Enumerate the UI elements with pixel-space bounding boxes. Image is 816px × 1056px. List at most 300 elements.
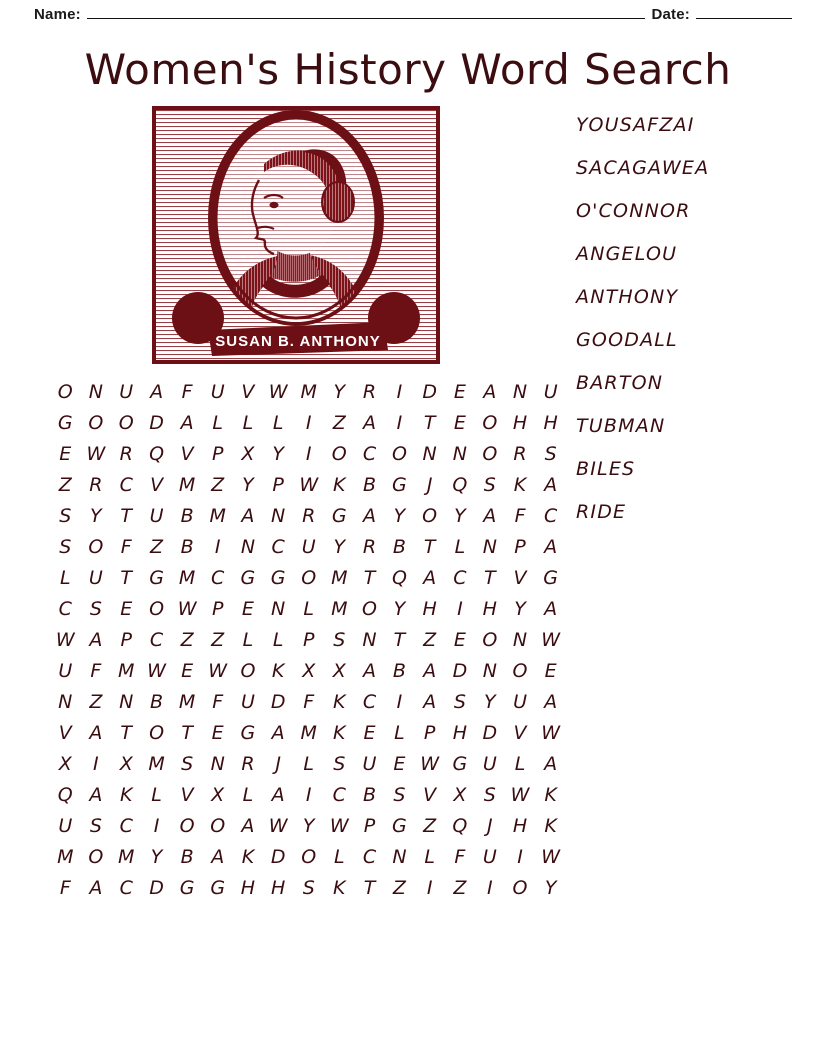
grid-cell[interactable]: A	[423, 690, 437, 713]
grid-cell[interactable]: S	[302, 876, 315, 899]
word-search-grid[interactable]	[50, 376, 566, 903]
grid-cell[interactable]: I	[426, 876, 433, 899]
grid-cell[interactable]: K	[271, 659, 285, 682]
grid-cell[interactable]: V	[513, 721, 527, 744]
grid-cell[interactable]: I	[305, 783, 312, 806]
grid-cell[interactable]: I	[517, 845, 523, 868]
grid-cell[interactable]: X	[453, 783, 467, 806]
grid-cell[interactable]: D	[149, 411, 164, 434]
grid-cell[interactable]: U	[543, 380, 558, 403]
grid-cell[interactable]: U	[119, 380, 134, 403]
grid-cell[interactable]: N	[482, 659, 497, 682]
grid-cell[interactable]: L	[454, 535, 466, 558]
grid-cell[interactable]: L	[59, 566, 71, 589]
grid-cell[interactable]: Y	[483, 690, 496, 713]
grid-cell[interactable]: P	[514, 535, 526, 558]
grid-cell[interactable]: B	[180, 504, 194, 527]
grid-cell[interactable]: T	[423, 411, 436, 434]
grid-cell[interactable]: D	[452, 659, 468, 682]
grid-cell[interactable]: B	[392, 659, 406, 682]
grid-cell[interactable]: F	[454, 845, 466, 868]
grid-cell[interactable]: Q	[391, 566, 407, 589]
grid-cell[interactable]: O	[422, 504, 438, 527]
grid-cell[interactable]: Y	[393, 597, 406, 620]
grid-cell[interactable]: E	[241, 597, 254, 620]
word-list-item[interactable]: YOUSAFZAI	[576, 114, 695, 136]
grid-cell[interactable]: E	[120, 597, 133, 620]
grid-cell[interactable]: D	[149, 876, 164, 899]
grid-cell[interactable]: X	[58, 752, 72, 775]
grid-cell[interactable]: H	[271, 876, 286, 899]
grid-cell[interactable]: N	[210, 752, 225, 775]
grid-cell[interactable]: T	[363, 876, 376, 899]
grid-cell[interactable]: L	[272, 411, 284, 434]
table-row[interactable]	[50, 841, 566, 872]
grid-cell[interactable]: A	[483, 504, 497, 527]
table-row[interactable]	[50, 779, 566, 810]
grid-cell[interactable]: O	[149, 597, 165, 620]
word-list-item[interactable]: BILES	[576, 458, 636, 480]
grid-cell[interactable]: D	[422, 380, 437, 403]
grid-cell[interactable]: Z	[423, 628, 437, 651]
grid-cell[interactable]: A	[363, 411, 377, 434]
grid-cell[interactable]: Y	[544, 876, 557, 899]
grid-cell[interactable]: T	[423, 535, 436, 558]
grid-cell[interactable]: K	[333, 876, 346, 899]
grid-cell[interactable]: E	[59, 442, 72, 465]
grid-cell[interactable]: P	[423, 721, 436, 744]
grid-cell[interactable]: M	[331, 566, 348, 589]
grid-cell[interactable]: A	[544, 752, 558, 775]
grid-cell[interactable]: Y	[333, 535, 346, 558]
grid-cell[interactable]: L	[242, 783, 254, 806]
table-row[interactable]	[50, 407, 566, 438]
grid-cell[interactable]: N	[392, 845, 407, 868]
grid-cell[interactable]: D	[270, 690, 286, 713]
grid-cell[interactable]: V	[180, 783, 194, 806]
grid-cell[interactable]: W	[268, 380, 288, 403]
grid-cell[interactable]: G	[210, 876, 226, 899]
grid-cell[interactable]: N	[58, 690, 73, 713]
grid-cell[interactable]: Q	[452, 473, 468, 496]
grid-cell[interactable]: S	[483, 473, 496, 496]
grid-cell[interactable]: O	[301, 566, 317, 589]
grid-cell[interactable]: O	[512, 659, 528, 682]
table-row[interactable]	[50, 438, 566, 469]
grid-cell[interactable]: S	[59, 535, 72, 558]
grid-cell[interactable]: A	[271, 721, 285, 744]
grid-cell[interactable]: E	[544, 659, 557, 682]
grid-cell[interactable]: X	[332, 659, 346, 682]
grid-cell[interactable]: Y	[393, 504, 406, 527]
grid-cell[interactable]: A	[89, 628, 103, 651]
grid-cell[interactable]: U	[240, 690, 255, 713]
grid-cell[interactable]: M	[178, 473, 196, 496]
grid-cell[interactable]: O	[57, 380, 73, 403]
grid-cell[interactable]: T	[120, 566, 132, 589]
grid-cell[interactable]: O	[88, 411, 104, 434]
grid-cell[interactable]: H	[482, 597, 497, 620]
grid-cell[interactable]: M	[118, 659, 135, 682]
date-write-line[interactable]	[696, 8, 792, 19]
grid-cell[interactable]: X	[211, 783, 225, 806]
grid-cell[interactable]: R	[89, 473, 103, 496]
grid-cell[interactable]: A	[241, 814, 255, 837]
grid-cell[interactable]: G	[270, 566, 286, 589]
grid-cell[interactable]: M	[178, 566, 196, 589]
grid-cell[interactable]: R	[362, 380, 377, 403]
grid-cell[interactable]: X	[119, 752, 133, 775]
grid-cell[interactable]: K	[333, 690, 346, 713]
grid-cell[interactable]: G	[543, 566, 559, 589]
grid-cell[interactable]: C	[362, 845, 377, 868]
table-row[interactable]	[50, 810, 566, 841]
grid-cell[interactable]: U	[362, 752, 377, 775]
grid-cell[interactable]: F	[514, 504, 526, 527]
grid-cell[interactable]: Y	[514, 597, 526, 620]
grid-cell[interactable]: S	[59, 504, 72, 527]
grid-cell[interactable]: A	[211, 845, 225, 868]
grid-cell[interactable]: L	[424, 845, 435, 868]
grid-cell[interactable]: C	[149, 628, 164, 651]
grid-cell[interactable]: L	[272, 628, 284, 651]
grid-cell[interactable]: S	[544, 442, 557, 465]
grid-cell[interactable]: F	[120, 535, 132, 558]
grid-cell[interactable]: S	[483, 783, 496, 806]
grid-cell[interactable]: L	[212, 411, 223, 434]
grid-cell[interactable]: W	[541, 845, 561, 868]
grid-cell[interactable]: C	[332, 783, 346, 806]
grid-cell[interactable]: N	[119, 690, 134, 713]
grid-cell[interactable]: O	[179, 814, 195, 837]
grid-cell[interactable]: I	[305, 411, 312, 434]
grid-cell[interactable]: M	[148, 752, 165, 775]
grid-cell[interactable]: P	[302, 628, 315, 651]
grid-cell[interactable]: L	[333, 845, 345, 868]
grid-cell[interactable]: M	[209, 504, 226, 527]
grid-cell[interactable]: L	[394, 721, 405, 744]
grid-cell[interactable]: F	[59, 876, 71, 899]
grid-cell[interactable]: T	[181, 721, 193, 744]
grid-cell[interactable]: N	[271, 504, 286, 527]
grid-cell[interactable]: G	[392, 473, 407, 496]
grid-cell[interactable]: C	[119, 473, 133, 496]
grid-cell[interactable]: A	[483, 380, 497, 403]
word-list-item[interactable]: TUBMAN	[576, 415, 666, 437]
grid-cell[interactable]: U	[513, 690, 527, 713]
grid-cell[interactable]: R	[513, 442, 527, 465]
grid-cell[interactable]: O	[331, 442, 347, 465]
grid-cell[interactable]: K	[333, 721, 346, 744]
grid-cell[interactable]: P	[363, 814, 376, 837]
grid-cell[interactable]: U	[210, 380, 225, 403]
grid-cell[interactable]: W	[329, 814, 349, 837]
grid-cell[interactable]: T	[120, 721, 132, 744]
grid-cell[interactable]: Z	[423, 814, 437, 837]
grid-cell[interactable]: M	[300, 380, 317, 403]
grid-cell[interactable]: P	[120, 628, 132, 651]
grid-cell[interactable]: U	[482, 845, 497, 868]
grid-cell[interactable]: T	[363, 566, 376, 589]
grid-cell[interactable]: K	[333, 473, 346, 496]
word-list-item[interactable]: RIDE	[576, 501, 627, 523]
grid-cell[interactable]: O	[482, 442, 498, 465]
grid-cell[interactable]: O	[210, 814, 226, 837]
grid-cell[interactable]: G	[331, 504, 347, 527]
grid-cell[interactable]: Y	[150, 845, 163, 868]
grid-cell[interactable]: U	[58, 814, 73, 837]
grid-cell[interactable]: C	[119, 876, 133, 899]
grid-cell[interactable]: A	[363, 504, 377, 527]
grid-cell[interactable]: S	[89, 597, 102, 620]
grid-cell[interactable]: D	[270, 845, 286, 868]
grid-cell[interactable]: R	[119, 442, 133, 465]
grid-cell[interactable]: A	[89, 783, 103, 806]
grid-cell[interactable]: W	[541, 721, 561, 744]
grid-cell[interactable]: A	[271, 783, 285, 806]
grid-cell[interactable]: K	[241, 845, 255, 868]
grid-cell[interactable]: Z	[453, 876, 467, 899]
grid-cell[interactable]: H	[512, 411, 528, 434]
grid-cell[interactable]: O	[88, 535, 104, 558]
grid-cell[interactable]: L	[242, 628, 254, 651]
grid-cell[interactable]: V	[58, 721, 72, 744]
grid-cell[interactable]: Y	[302, 814, 315, 837]
word-list-item[interactable]: BARTON	[576, 372, 664, 394]
grid-cell[interactable]: E	[453, 628, 466, 651]
table-row[interactable]	[50, 872, 566, 903]
grid-cell[interactable]: R	[362, 535, 377, 558]
grid-cell[interactable]: Y	[454, 504, 466, 527]
grid-cell[interactable]: H	[512, 814, 528, 837]
grid-cell[interactable]: S	[453, 690, 466, 713]
grid-cell[interactable]: Z	[211, 628, 225, 651]
table-row[interactable]	[50, 686, 566, 717]
grid-cell[interactable]: O	[118, 411, 134, 434]
table-row[interactable]	[50, 469, 566, 500]
table-row[interactable]	[50, 562, 566, 593]
grid-cell[interactable]: Z	[150, 535, 164, 558]
grid-cell[interactable]: E	[453, 411, 466, 434]
grid-cell[interactable]: I	[396, 380, 403, 403]
grid-cell[interactable]: U	[301, 535, 316, 558]
word-list-item[interactable]: GOODALL	[576, 329, 678, 351]
grid-cell[interactable]: F	[90, 659, 102, 682]
grid-cell[interactable]: N	[271, 597, 286, 620]
grid-cell[interactable]: U	[88, 566, 103, 589]
grid-cell[interactable]: S	[181, 752, 194, 775]
grid-cell[interactable]: I	[396, 411, 403, 434]
grid-cell[interactable]: W	[177, 597, 197, 620]
grid-cell[interactable]: E	[393, 752, 406, 775]
grid-cell[interactable]: P	[211, 597, 224, 620]
grid-cell[interactable]: A	[363, 659, 377, 682]
table-row[interactable]	[50, 376, 566, 407]
grid-cell[interactable]: E	[453, 380, 466, 403]
grid-cell[interactable]: M	[118, 845, 135, 868]
grid-cell[interactable]: S	[333, 752, 346, 775]
grid-cell[interactable]: O	[482, 628, 498, 651]
grid-cell[interactable]: F	[212, 690, 224, 713]
grid-cell[interactable]: S	[333, 628, 346, 651]
grid-cell[interactable]: O	[512, 876, 528, 899]
grid-cell[interactable]: L	[151, 783, 162, 806]
grid-cell[interactable]: V	[513, 566, 527, 589]
grid-cell[interactable]: B	[362, 783, 377, 806]
grid-cell[interactable]: G	[240, 566, 256, 589]
grid-cell[interactable]: K	[119, 783, 133, 806]
grid-cell[interactable]: N	[452, 442, 467, 465]
grid-cell[interactable]: R	[241, 752, 255, 775]
grid-cell[interactable]: Z	[211, 473, 225, 496]
grid-cell[interactable]: C	[119, 814, 133, 837]
grid-cell[interactable]: S	[89, 814, 102, 837]
grid-cell[interactable]: N	[512, 380, 528, 403]
grid-cell[interactable]: W	[510, 783, 530, 806]
grid-cell[interactable]: W	[299, 473, 319, 496]
table-row[interactable]	[50, 531, 566, 562]
grid-cell[interactable]: I	[153, 814, 160, 837]
grid-cell[interactable]: H	[543, 411, 558, 434]
grid-cell[interactable]: O	[482, 411, 498, 434]
grid-cell[interactable]: Q	[57, 783, 73, 806]
grid-cell[interactable]: E	[181, 659, 194, 682]
grid-cell[interactable]: W	[147, 659, 166, 682]
grid-cell[interactable]: N	[482, 535, 497, 558]
grid-cell[interactable]: W	[86, 442, 106, 465]
grid-cell[interactable]: V	[241, 380, 255, 403]
grid-cell[interactable]: L	[242, 411, 254, 434]
grid-cell[interactable]: E	[211, 721, 224, 744]
grid-cell[interactable]: G	[57, 411, 73, 434]
grid-cell[interactable]: A	[544, 597, 558, 620]
grid-cell[interactable]: A	[180, 411, 194, 434]
grid-cell[interactable]: B	[180, 535, 194, 558]
grid-cell[interactable]: F	[181, 380, 193, 403]
grid-cell[interactable]: V	[423, 783, 437, 806]
grid-cell[interactable]: T	[120, 504, 132, 527]
table-row[interactable]	[50, 500, 566, 531]
grid-cell[interactable]: F	[303, 690, 315, 713]
grid-cell[interactable]: B	[150, 690, 164, 713]
table-row[interactable]	[50, 593, 566, 624]
grid-cell[interactable]: X	[302, 659, 316, 682]
grid-cell[interactable]: W	[208, 659, 228, 682]
table-row[interactable]	[50, 655, 566, 686]
grid-cell[interactable]: O	[149, 721, 165, 744]
grid-cell[interactable]: M	[300, 721, 317, 744]
grid-cell[interactable]: V	[180, 442, 194, 465]
grid-cell[interactable]: B	[362, 473, 377, 496]
grid-cell[interactable]: C	[544, 504, 558, 527]
grid-cell[interactable]: D	[482, 721, 498, 744]
word-list-item[interactable]: SACAGAWEA	[576, 157, 710, 179]
grid-cell[interactable]: B	[392, 535, 406, 558]
word-list-item[interactable]: ANTHONY	[576, 286, 679, 308]
grid-cell[interactable]: T	[393, 628, 406, 651]
table-row[interactable]	[50, 748, 566, 779]
grid-cell[interactable]: Q	[149, 442, 165, 465]
grid-cell[interactable]: O	[240, 659, 256, 682]
grid-cell[interactable]: I	[396, 690, 403, 713]
grid-cell[interactable]: C	[58, 597, 72, 620]
grid-cell[interactable]: A	[150, 380, 164, 403]
grid-cell[interactable]: M	[331, 597, 348, 620]
grid-cell[interactable]: A	[544, 535, 558, 558]
grid-cell[interactable]: C	[362, 442, 377, 465]
grid-cell[interactable]: Z	[392, 876, 406, 899]
grid-cell[interactable]: B	[180, 845, 194, 868]
grid-cell[interactable]: O	[362, 597, 377, 620]
grid-cell[interactable]: O	[301, 845, 317, 868]
grid-cell[interactable]: C	[453, 566, 467, 589]
grid-cell[interactable]: I	[214, 535, 221, 558]
grid-cell[interactable]: Z	[58, 473, 72, 496]
grid-cell[interactable]: U	[482, 752, 497, 775]
grid-cell[interactable]: A	[544, 690, 558, 713]
grid-cell[interactable]: R	[302, 504, 316, 527]
grid-cell[interactable]: N	[422, 442, 437, 465]
grid-cell[interactable]: M	[178, 690, 196, 713]
grid-cell[interactable]: Z	[180, 628, 194, 651]
grid-cell[interactable]: Y	[90, 504, 102, 527]
grid-cell[interactable]: L	[303, 597, 315, 620]
grid-cell[interactable]: G	[179, 876, 195, 899]
grid-cell[interactable]: T	[483, 566, 496, 589]
grid-cell[interactable]: H	[452, 721, 468, 744]
grid-cell[interactable]: C	[211, 566, 225, 589]
grid-cell[interactable]: E	[363, 721, 376, 744]
grid-cell[interactable]: P	[272, 473, 284, 496]
grid-cell[interactable]: K	[544, 783, 557, 806]
grid-cell[interactable]: W	[268, 814, 288, 837]
grid-cell[interactable]: I	[486, 876, 493, 899]
grid-cell[interactable]: K	[513, 473, 527, 496]
grid-cell[interactable]: S	[393, 783, 406, 806]
grid-cell[interactable]: I	[305, 442, 312, 465]
grid-cell[interactable]: J	[486, 814, 493, 837]
grid-cell[interactable]: U	[58, 659, 73, 682]
word-list-item[interactable]: O'CONNOR	[576, 200, 691, 222]
grid-cell[interactable]: G	[149, 566, 164, 589]
grid-cell[interactable]: A	[544, 473, 558, 496]
grid-cell[interactable]: H	[422, 597, 437, 620]
grid-cell[interactable]: J	[275, 752, 281, 775]
grid-cell[interactable]: V	[150, 473, 164, 496]
grid-cell[interactable]: A	[423, 659, 437, 682]
grid-cell[interactable]: N	[512, 628, 528, 651]
grid-cell[interactable]: L	[514, 752, 526, 775]
grid-cell[interactable]: Y	[242, 473, 254, 496]
grid-cell[interactable]: G	[392, 814, 407, 837]
name-write-line[interactable]	[87, 8, 646, 19]
grid-cell[interactable]: P	[211, 442, 224, 465]
grid-cell[interactable]: N	[240, 535, 256, 558]
grid-cell[interactable]: A	[241, 504, 255, 527]
grid-cell[interactable]: W	[420, 752, 440, 775]
grid-cell[interactable]: Q	[452, 814, 468, 837]
grid-cell[interactable]: W	[541, 628, 561, 651]
grid-cell[interactable]: M	[57, 845, 74, 868]
grid-cell[interactable]: A	[89, 876, 103, 899]
grid-cell[interactable]: O	[391, 442, 407, 465]
grid-cell[interactable]: A	[89, 721, 103, 744]
grid-cell[interactable]: H	[240, 876, 256, 899]
grid-cell[interactable]: L	[303, 752, 315, 775]
table-row[interactable]	[50, 624, 566, 655]
grid-cell[interactable]: I	[457, 597, 463, 620]
grid-cell[interactable]: Z	[332, 411, 346, 434]
